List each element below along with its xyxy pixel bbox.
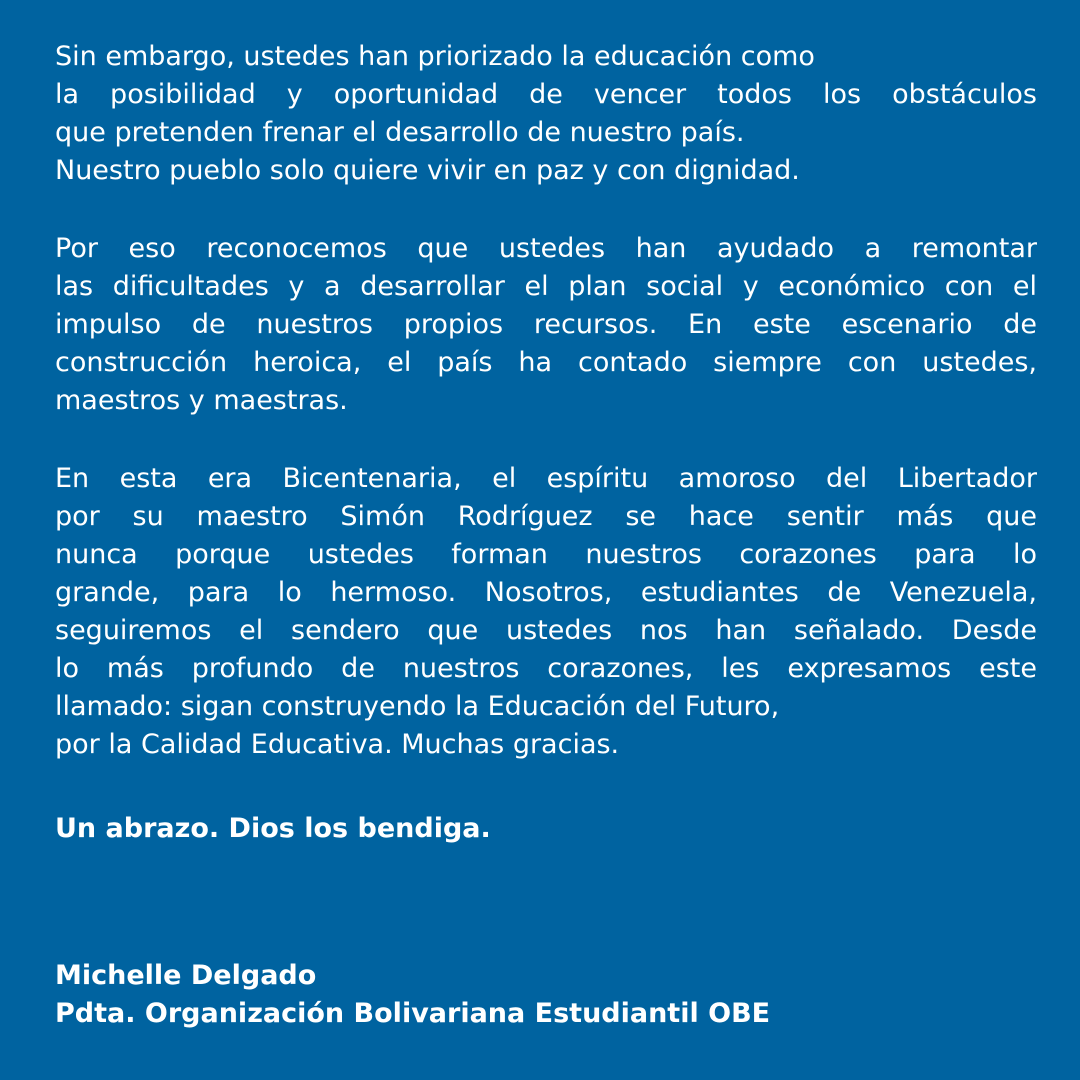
paragraph-line: las dificultades y a desarrollar el plan social y económico con el — [55, 271, 1037, 302]
paragraph-line: nunca porque ustedes forman nuestros corazones para lo — [55, 539, 1037, 570]
paragraph-line: grande, para lo hermoso. Nosotros, estudiantes de Venezuela, — [55, 577, 1037, 608]
paragraph-spacer — [55, 420, 1037, 460]
paragraph-line: llamado: sigan construyendo la Educación del Futuro, — [55, 691, 780, 722]
paragraph-line: maestros y maestras. — [55, 385, 348, 416]
paragraph-1 — [55, 38, 1037, 190]
paragraph-line: por la Calidad Educativa. Muchas gracias. — [55, 729, 620, 760]
paragraph-line: lo más profundo de nuestros corazones, les expresamos este — [55, 653, 1037, 684]
paragraph-line: Sin embargo, ustedes han priorizado la educación como — [55, 41, 815, 72]
paragraph-line: En esta era Bicentenaria, el espíritu amoroso del Libertador — [55, 463, 1037, 494]
letter-body — [55, 38, 1037, 764]
signature-title: Pdta. Organización Bolivariana Estudiantil OBE — [55, 998, 771, 1029]
signature-name: Michelle Delgado — [55, 960, 317, 991]
closing-line: Un abrazo. Dios los bendiga. — [55, 813, 491, 844]
paragraph-line: la posibilidad y oportunidad de vencer todos los obstáculos — [55, 79, 1037, 110]
paragraph-line: por su maestro Simón Rodríguez se hace sentir más que — [55, 501, 1037, 532]
paragraph-line: que pretenden frenar el desarrollo de nuestro país. — [55, 117, 745, 148]
paragraph-line: seguiremos el sendero que ustedes nos han señalado. Desde — [55, 615, 1037, 646]
paragraph-line: impulso de nuestros propios recursos. En este escenario de — [55, 309, 1037, 340]
paragraph-2 — [55, 230, 1037, 420]
paragraph-line: Nuestro pueblo solo quiere vivir en paz y con dignidad. — [55, 155, 800, 186]
signature-block — [55, 957, 770, 1033]
paragraph-3 — [55, 460, 1037, 764]
paragraph-line: construcción heroica, el país ha contado siempre con ustedes, — [55, 347, 1037, 378]
paragraph-spacer — [55, 190, 1037, 230]
paragraph-line: Por eso reconocemos que ustedes han ayudado a remontar — [55, 233, 1037, 264]
